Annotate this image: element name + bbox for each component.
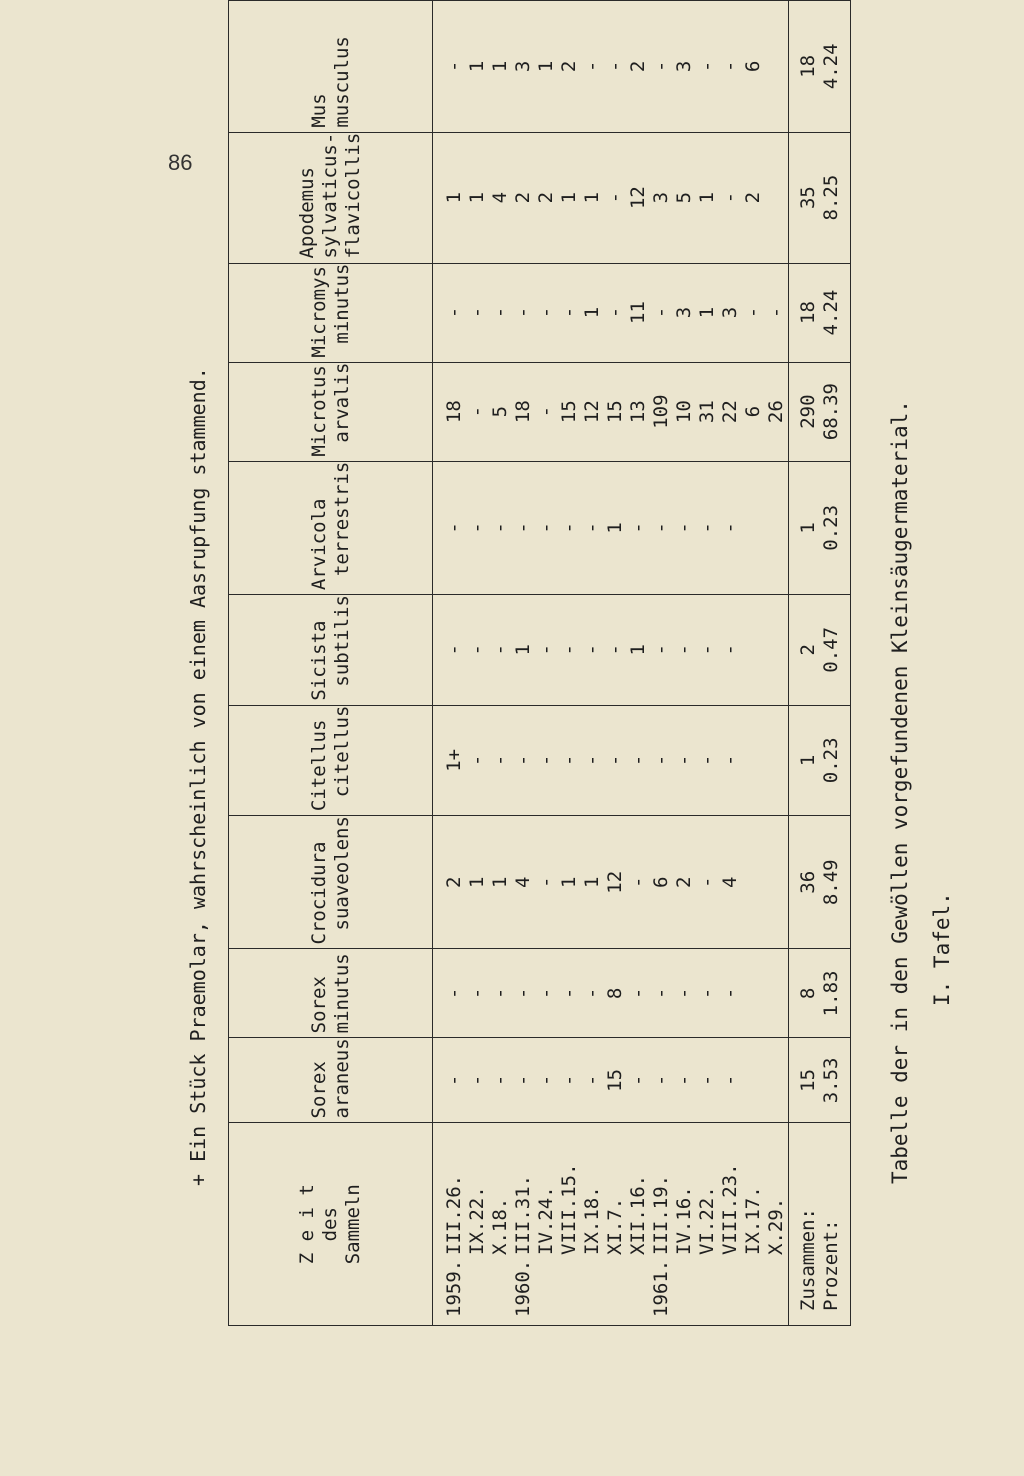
header-species-7: Micromys minutus [229,263,433,362]
values-species-4 [433,595,789,706]
count-value: 1 [581,876,603,889]
count-value: - [558,754,580,767]
date-year [765,1255,788,1317]
date-row [535,1131,558,1317]
summary-species-5: 1 0.23 [789,461,851,594]
count-value: 109 [650,394,672,429]
count-value: - [696,522,718,534]
count-value: - [650,60,672,73]
count-value: 2 [673,876,695,889]
count-value: - [443,522,465,534]
values-species-2 [433,816,789,949]
count-value: 1 [466,191,488,204]
count-value: - [443,987,465,1000]
count-value: 4 [512,876,534,889]
date-value: VIII.15. [558,1163,580,1255]
count-value: - [581,987,603,1000]
count-value: 3 [719,306,741,319]
count-value: - [558,306,580,319]
count-value: - [443,306,465,319]
date-row [627,1131,650,1317]
date-year [604,1255,627,1317]
count-value: - [696,876,718,889]
count-value: 1 [558,876,580,889]
count-value: 11 [627,301,649,324]
count-value: 12 [627,186,649,210]
count-value: - [627,876,649,889]
date-row [466,1131,489,1317]
count-value: - [673,522,695,534]
count-value: 3 [650,191,672,204]
count-value: - [673,754,695,767]
count-value: - [535,754,557,767]
dates-column [433,1123,789,1326]
count-value: - [466,1074,488,1087]
count-value: 3 [673,306,695,319]
count-value: - [696,60,718,73]
count-value: 13 [627,400,649,424]
count-value: - [558,1074,580,1087]
count-value: 26 [765,400,787,424]
header-species-1: Sorex minutus [229,949,433,1038]
count-value: - [765,306,787,319]
header-time: Z e i t des Sammeln [229,1123,433,1326]
summary-species-2: 36 8.49 [789,816,851,949]
summary-species-7: 18 4.24 [789,263,851,362]
count-value: 5 [489,405,511,418]
count-value: 2 [742,191,764,204]
count-value: - [627,522,649,534]
summary-species-9: 18 4.24 [789,1,851,133]
date-row [558,1131,581,1317]
date-value: VIII.23. [719,1163,741,1255]
date-year [466,1255,489,1317]
values-species-0 [433,1038,789,1123]
header-species-6: Microtus arvalis [229,362,433,461]
header-species-2: Crocidura suaveolens [229,816,433,949]
date-value: X.29. [765,1197,787,1255]
count-value: - [696,1074,718,1087]
count-value: 22 [719,400,741,424]
count-value: 6 [742,60,764,73]
count-value: - [489,522,511,534]
count-value: - [650,1074,672,1087]
count-value: - [535,1074,557,1087]
count-value: 10 [673,400,695,424]
count-value: 1 [604,522,626,534]
count-value: - [489,306,511,319]
date-row [719,1131,742,1317]
count-value: - [558,644,580,656]
count-value: - [627,1074,649,1087]
date-value: IV.24. [535,1186,557,1255]
summary-species-3: 1 0.23 [789,705,851,816]
count-value: - [673,644,695,656]
header-species-8: Apodemus sylvaticus- flavicollis [229,132,433,263]
count-value: 12 [581,400,603,424]
date-row [650,1131,673,1317]
count-value: - [696,644,718,656]
count-value: - [627,754,649,767]
count-value: - [696,754,718,767]
date-year [719,1255,742,1317]
count-value: 3 [673,60,695,73]
count-value: - [650,644,672,656]
count-value: - [719,644,741,656]
date-year: 1961. [650,1259,672,1317]
header-row [229,1,433,1326]
header-species-0: Sorex araneus [229,1038,433,1123]
count-value: - [466,522,488,534]
count-value: 15 [604,400,626,424]
count-value: 6 [742,405,764,418]
count-value: - [489,644,511,656]
count-value: 1 [466,60,488,73]
date-row [604,1131,627,1317]
count-value: - [535,876,557,889]
date-row [489,1131,512,1317]
date-year [742,1255,765,1317]
count-value: 1 [696,306,718,319]
count-value: - [466,306,488,319]
date-value: XI.7. [604,1197,626,1255]
date-value: IV.16. [673,1186,695,1255]
count-value: - [604,644,626,656]
count-value: 1 [696,191,718,204]
count-value: - [581,1074,603,1087]
count-value: - [627,987,649,1000]
count-value: 4 [719,876,741,889]
count-value: - [581,60,603,73]
date-year: 1959. [443,1259,465,1317]
date-row [765,1131,788,1317]
count-value: 1 [443,191,465,204]
count-value: - [650,754,672,767]
summary-species-8: 35 8.25 [789,132,851,263]
count-value: 1 [466,876,488,889]
count-value: - [466,987,488,1000]
values-species-1 [433,949,789,1038]
count-value: 3 [512,60,534,73]
count-value: 1 [581,191,603,204]
count-value: - [466,754,488,767]
count-value: 1 [627,644,649,656]
count-value: - [512,754,534,767]
count-value: - [489,1074,511,1087]
count-value: - [719,191,741,204]
count-value: 15 [558,400,580,424]
count-value: - [673,987,695,1000]
count-value: - [535,522,557,534]
count-value: - [604,191,626,204]
header-species-5: Arvicola terrestris [229,461,433,594]
date-row [696,1131,719,1317]
count-value: - [650,987,672,1000]
count-value: - [581,754,603,767]
header-species-9: Mus musculus [229,1,433,133]
count-value: - [443,1074,465,1087]
date-value: III.19. [650,1174,672,1255]
count-value: 2 [627,60,649,73]
count-value: - [489,754,511,767]
count-value: 15 [604,1068,626,1092]
count-value: - [581,522,603,534]
count-value: - [719,522,741,534]
summary-species-0: 15 3.53 [789,1038,851,1123]
count-value: 2 [535,191,557,204]
summary-species-1: 8 1.83 [789,949,851,1038]
date-value: XII.16. [627,1174,649,1255]
count-value: 18 [443,400,465,424]
count-value: 2 [443,876,465,889]
count-value: 2 [512,191,534,204]
header-species-3: Citellus citellus [229,705,433,816]
count-value: - [466,405,488,418]
count-value: - [535,644,557,656]
page-number: 86 [168,150,193,175]
date-year [535,1255,558,1317]
count-value: - [443,644,465,656]
count-value: - [489,987,511,1000]
count-value: - [604,306,626,319]
count-value: - [650,522,672,534]
date-value: X.18. [489,1197,511,1255]
date-year: 1960. [512,1259,534,1317]
date-row [512,1131,535,1317]
count-value: 1 [489,876,511,889]
body-row [433,1,789,1326]
values-species-3 [433,705,789,816]
date-year [558,1255,581,1317]
count-value: - [719,60,741,73]
count-value: 1 [581,306,603,319]
count-value: - [696,987,718,1000]
count-value: - [581,644,603,656]
summary-labels: Zusammen: Prozent: [789,1123,851,1326]
values-species-5 [433,461,789,594]
date-year [696,1255,719,1317]
count-value: 5 [673,191,695,204]
values-species-7 [433,263,789,362]
date-year [581,1255,604,1317]
summary-row [789,1,851,1326]
count-value: - [512,522,534,534]
count-value: - [558,987,580,1000]
date-row [581,1131,604,1317]
count-value: 1+ [443,748,465,772]
header-species-4: Sicista subtilis [229,595,433,706]
date-value: IX.17. [742,1186,764,1255]
count-value: - [443,60,465,73]
count-value: 1 [512,644,534,656]
date-row [742,1131,765,1317]
count-value: - [512,306,534,319]
count-value: - [742,306,764,319]
count-value: 8 [604,987,626,1000]
count-value: 6 [650,876,672,889]
count-value: - [673,1074,695,1087]
table-number: I. Tafel. [930,892,954,1006]
date-value: III.31. [512,1174,534,1255]
values-species-9 [433,1,789,133]
count-value: - [604,60,626,73]
summary-species-4: 2 0.47 [789,595,851,706]
count-value: 2 [558,60,580,73]
count-value: - [466,644,488,656]
date-year [673,1255,696,1317]
count-value: 1 [489,60,511,73]
count-value: 4 [489,191,511,204]
count-value: - [719,754,741,767]
count-value: 31 [696,400,718,424]
count-value: 18 [512,400,534,424]
footnote: + Ein Stück Praemolar, wahrscheinlich von einem Aasrupfung stammend. [186,367,210,1186]
date-value: IX.22. [466,1186,488,1255]
date-row [673,1131,696,1317]
date-value: IX.18. [581,1186,603,1255]
count-value: - [650,306,672,319]
count-value: 1 [535,60,557,73]
date-row [443,1131,466,1317]
count-value: - [719,987,741,1000]
data-table [228,0,851,1326]
summary-species-6: 290 68.39 [789,362,851,461]
date-year [627,1255,650,1317]
date-value: III.26. [443,1174,465,1255]
count-value: 1 [558,191,580,204]
date-value: VI.22. [696,1186,718,1255]
count-value: - [535,306,557,319]
count-value: - [558,522,580,534]
date-year [489,1255,512,1317]
count-value: - [719,1074,741,1087]
count-value: - [535,405,557,418]
values-species-8 [433,132,789,263]
count-value: - [512,987,534,1000]
count-value: - [535,987,557,1000]
count-value: - [512,1074,534,1087]
table-title: Tabelle der in den Gewöllen vorgefundenen Kleinsäugermaterial. [888,400,912,1184]
count-value: - [604,754,626,767]
count-value: 12 [604,870,626,894]
values-species-6 [433,362,789,461]
